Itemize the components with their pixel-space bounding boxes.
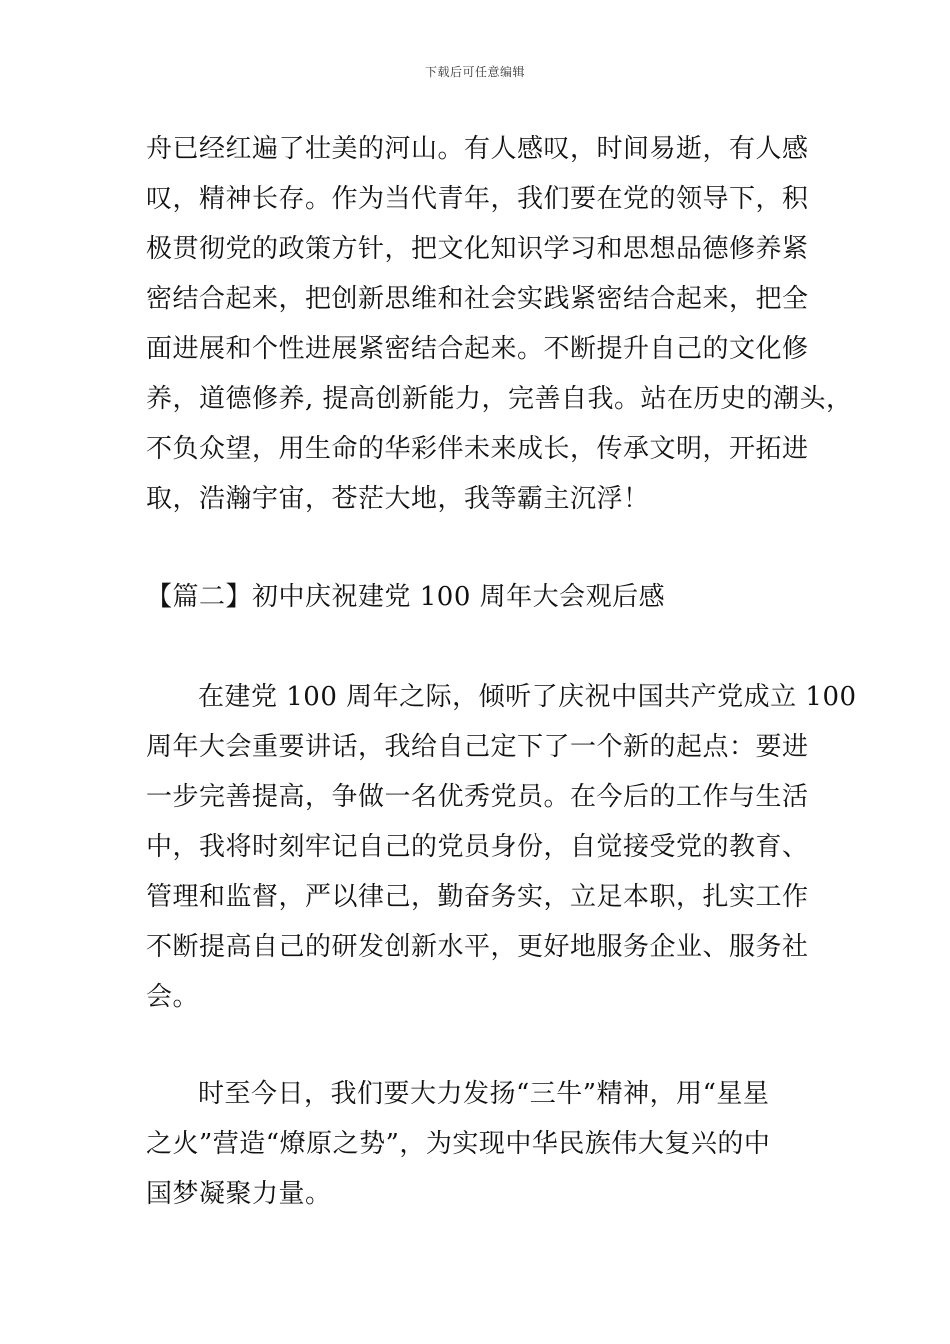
paragraph-line: 叹，精神长存。作为当代青年，我们要在党的领导下，积 <box>146 184 809 214</box>
paragraph-1 <box>146 124 853 524</box>
paragraph-2 <box>146 672 857 1022</box>
paragraph-line: 管理和监督，严以律己，勤奋务实，立足本职，扎实工作 <box>146 882 809 912</box>
paragraph-line: 会。 <box>146 982 200 1012</box>
paragraph-line: 极贯彻党的政策方针，把文化知识学习和思想品德修养紧 <box>146 234 809 264</box>
section-heading <box>146 572 826 622</box>
paragraph-line: 国梦凝聚力量。 <box>146 1179 332 1209</box>
paragraph-line: 时至今日，我们要大力发扬“三牛”精神，用“星星 <box>198 1079 770 1109</box>
paragraph-line: 取，浩瀚宇宙，苍茫大地，我等霸主沉浮！ <box>146 484 650 514</box>
paragraph-line: 舟已经红遍了壮美的河山。有人感叹，时间易逝，有人感 <box>146 134 809 164</box>
paragraph-line: 不负众望，用生命的华彩伴未来成长，传承文明，开拓进 <box>146 434 809 464</box>
paragraph-line: 不断提高自己的研发创新水平，更好地服务企业、服务社 <box>146 932 809 962</box>
paragraph-line: 密结合起来，把创新思维和社会实践紧密结合起来，把全 <box>146 284 809 314</box>
paragraph-line: 之火”营造“燎原之势”，为实现中华民族伟大复兴的中 <box>146 1129 771 1159</box>
paragraph-line: 养，道德修养, 提高创新能力，完善自我。站在历史的潮头， <box>146 384 853 414</box>
paragraph-3 <box>146 1069 826 1219</box>
section-heading-text: 【篇二】初中庆祝建党 100 周年大会观后感 <box>146 582 666 612</box>
paragraph-line: 在建党 100 周年之际，倾听了庆祝中国共产党成立 100 <box>198 682 857 712</box>
paragraph-line: 面进展和个性进展紧密结合起来。不断提升自己的文化修 <box>146 334 809 364</box>
page-header: 下载后可任意编辑 <box>424 65 525 79</box>
paragraph-line: 周年大会重要讲话，我给自己定下了一个新的起点：要进 <box>146 732 809 762</box>
paragraph-line: 中，我将时刻牢记自己的党员身份，自觉接受党的教育、 <box>146 832 809 862</box>
paragraph-line: 一步完善提高，争做一名优秀党员。在今后的工作与生活 <box>146 782 809 812</box>
